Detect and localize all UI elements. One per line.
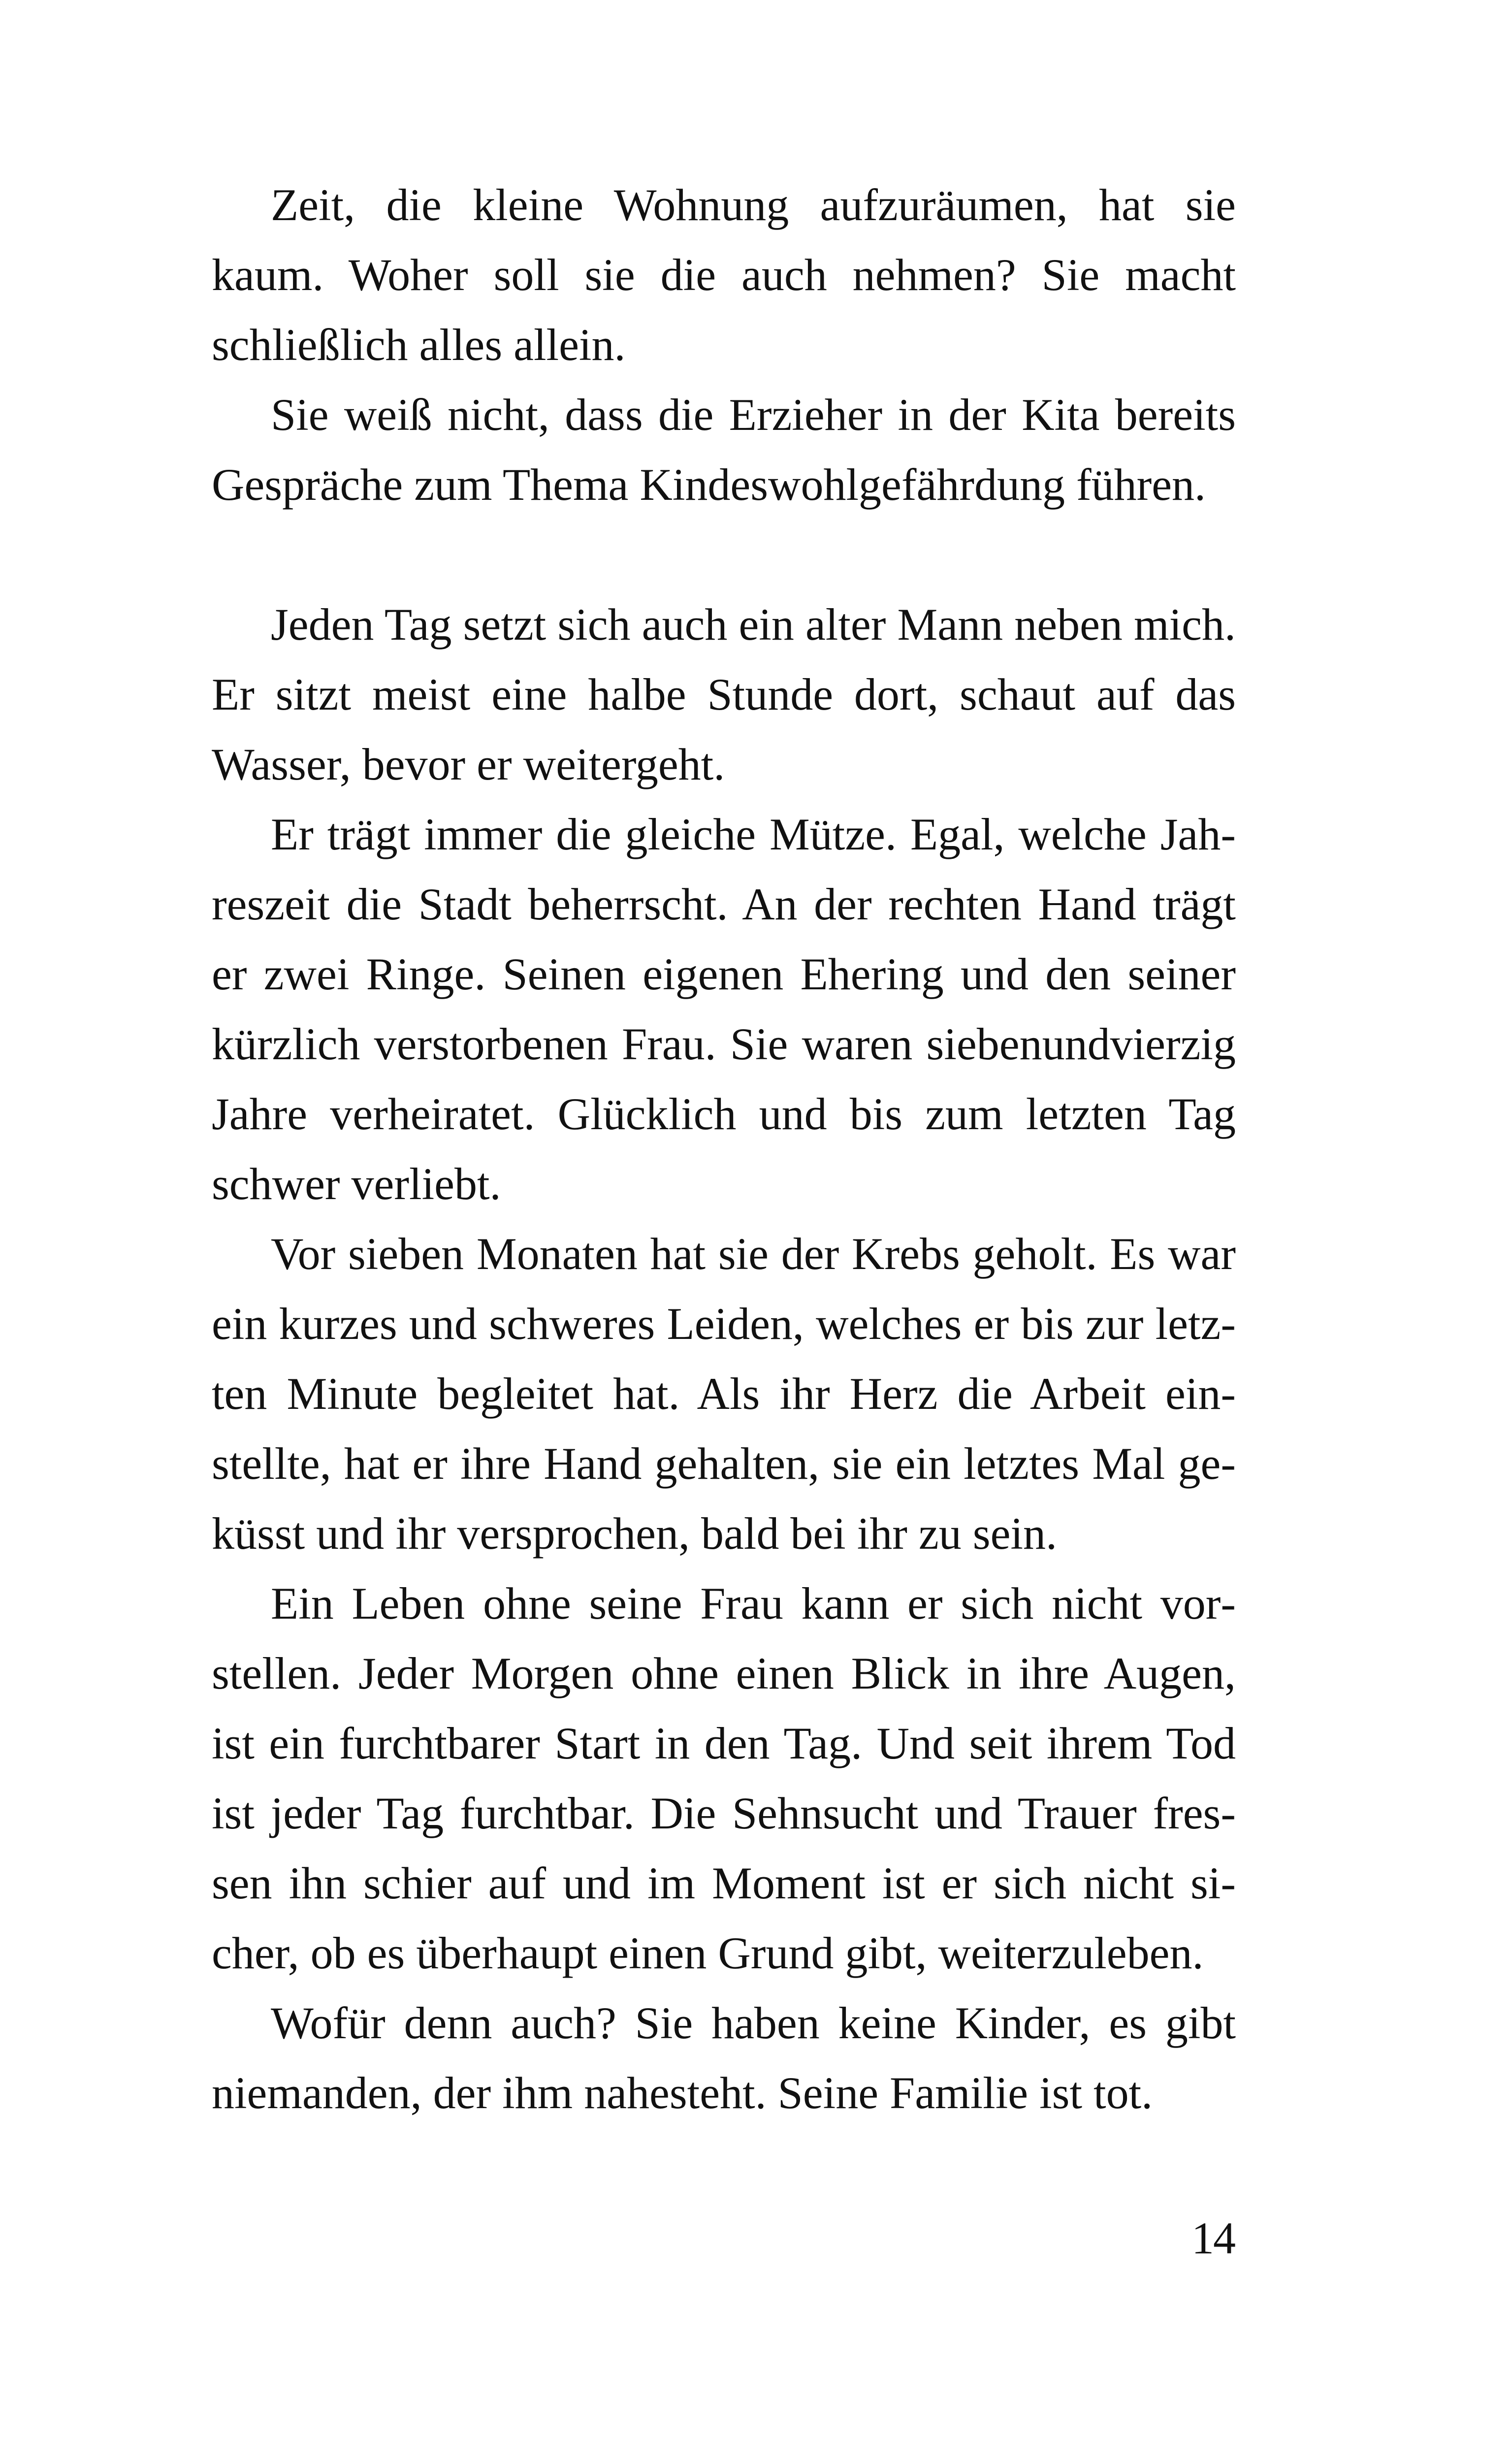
section-break — [212, 520, 1236, 589]
paragraph-7: Wofür denn auch? Sie haben keine Kinder, es gibt niemanden, der ihm nahesteht. Seine Familie ist tot. — [212, 1998, 1236, 2118]
body-text — [212, 170, 1236, 2128]
page-number: 14 — [1191, 2213, 1235, 2263]
paragraph-1: Zeit, die kleine Wohnung aufzuräumen, hat sie kaum. Woher soll sie die auch nehmen? Sie macht schließlich alles allein. — [212, 180, 1236, 370]
paragraph-3: Jeden Tag setzt sich auch ein alter Mann neben mich. Er sitzt meist eine halbe Stunde dort, schaut auf das Wasser, bevor er weitergeht. — [212, 599, 1236, 789]
paragraph-6: Ein Leben ohne seine Frau kann er sich nicht vorstellen. Jeder Morgen ohne einen Blick in ihre Augen, ist ein furchtbarer Start in den Tag. Und seit ihrem Tod ist jeder Tag furchtbar. Die Sehnsucht und Trauer fressen ihn schier auf und im Moment ist er sich nicht sicher, ob es überhaupt einen Grund gibt, weiterzuleben. — [212, 1578, 1236, 1978]
paragraph-4: Er trägt immer die gleiche Mütze. Egal, welche Jahreszeit die Stadt beherrscht. An der rechten Hand trägt er zwei Ringe. Seinen eigenen Ehering und den seiner kürzlich verstorbenen Frau. Sie waren siebenundvierzig Jahre verheiratet. Glücklich und bis zum letzten Tag schwer verliebt. — [212, 809, 1236, 1209]
paragraph-5: Vor sieben Monaten hat sie der Krebs geholt. Es war ein kurzes und schweres Leiden, welches er bis zur letzten Minute begleitet hat. Als ihr Herz die Arbeit einstellte, hat er ihre Hand gehalten, sie ein letztes Mal geküsst und ihr versprochen, bald bei ihr zu sein. — [212, 1229, 1236, 1559]
paragraph-2: Sie weiß nicht, dass die Erzieher in der Kita bereits Gespräche zum Thema Kindeswohlgefährdung führen. — [212, 390, 1236, 510]
